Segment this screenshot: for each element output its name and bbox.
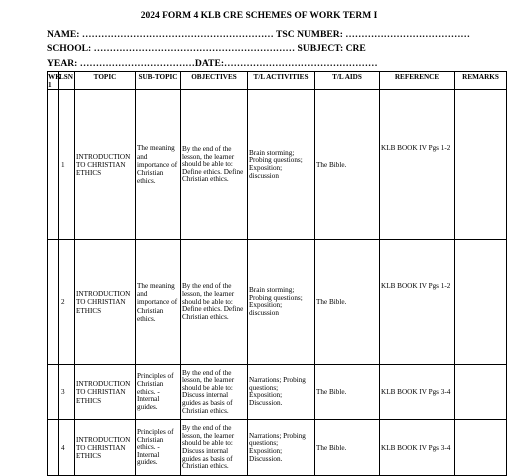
col-header-subtopic: SUB-TOPIC bbox=[136, 72, 181, 90]
cell-aids: The Bible. bbox=[315, 365, 380, 420]
col-header-wk: WK 1 bbox=[48, 73, 61, 90]
cell-remarks bbox=[455, 90, 507, 240]
school-subject-line: SCHOOL: ……………………………………………………… SUBJECT: CRE bbox=[47, 43, 366, 54]
col-header-remarks: REMARKS bbox=[455, 72, 507, 90]
cell-remarks bbox=[455, 365, 507, 420]
cell-aids: The Bible. bbox=[315, 240, 380, 365]
cell-remarks bbox=[455, 240, 507, 365]
cell-topic: INTRODUCTION TO CHRISTIAN ETHICS bbox=[75, 420, 136, 476]
cell-wk bbox=[48, 420, 59, 476]
col-header-activities: T/L ACTIVITIES bbox=[248, 72, 315, 90]
cell-objectives: By the end of the lesson, the learner should be able to: Define ethics. Define Christian ethics. bbox=[181, 240, 248, 365]
cell-reference: KLB BOOK IV Pgs 3-4 bbox=[380, 365, 455, 420]
col-header-reference: REFERENCE bbox=[380, 72, 455, 90]
cell-activities: Brain storming; Probing questions; Exposition; discussion bbox=[248, 90, 315, 240]
cell-aids: The Bible. bbox=[315, 90, 380, 240]
table-row bbox=[48, 90, 507, 240]
table-row bbox=[48, 365, 507, 420]
cell-activities: Brain storming; Probing questions; Exposition; discussion bbox=[248, 240, 315, 365]
cell-subtopic: The meaning and importance of Christian ethics. bbox=[136, 90, 181, 240]
cell-lsn: 3 bbox=[59, 365, 75, 420]
cell-topic: INTRODUCTION TO CHRISTIAN ETHICS bbox=[75, 90, 136, 240]
cell-objectives: By the end of the lesson, the learner should be able to: Discuss internal guides as basis of Christian ethics. bbox=[181, 365, 248, 420]
table-header-row bbox=[48, 72, 507, 90]
document-title: 2024 FORM 4 KLB CRE SCHEMES OF WORK TERM I bbox=[140, 11, 378, 21]
cell-objectives: By the end of the lesson, the learner should be able to: Discuss internal guides as basis of Christian ethics. bbox=[181, 420, 248, 476]
col-header-topic: TOPIC bbox=[75, 72, 136, 90]
cell-subtopic: The meaning and importance of Christian ethics. bbox=[136, 240, 181, 365]
cell-wk bbox=[48, 365, 59, 420]
col-header-lsn: LSN bbox=[59, 72, 75, 90]
cell-reference: KLB BOOK IV Pgs 1-2 bbox=[380, 90, 455, 240]
cell-activities: Narrations; Probing questions; Exposition; Discussion. bbox=[248, 420, 315, 476]
col-header-aids: T/L AIDS bbox=[315, 72, 380, 90]
cell-remarks bbox=[455, 420, 507, 476]
cell-lsn: 2 bbox=[59, 240, 75, 365]
cell-activities: Narrations; Probing questions; Exposition; Discussion. bbox=[248, 365, 315, 420]
table-row bbox=[48, 420, 507, 476]
cell-subtopic: Principles of Christian ethics. -Internal guides. bbox=[136, 365, 181, 420]
cell-lsn: 4 bbox=[59, 420, 75, 476]
cell-aids: The Bible. bbox=[315, 420, 380, 476]
col-header-objectives: OBJECTIVES bbox=[181, 72, 248, 90]
cell-subtopic: Principles of Christian ethics. -Internal guides. bbox=[136, 420, 181, 476]
cell-reference: KLB BOOK IV Pgs 3-4 bbox=[380, 420, 455, 476]
cell-wk bbox=[48, 240, 59, 365]
cell-reference: KLB BOOK IV Pgs 1-2 bbox=[380, 240, 455, 365]
cell-topic: INTRODUCTION TO CHRISTIAN ETHICS bbox=[75, 365, 136, 420]
table-row bbox=[48, 240, 507, 365]
cell-wk bbox=[48, 90, 59, 240]
cell-lsn: 1 bbox=[59, 90, 75, 240]
year-date-line: YEAR: ………………………………DATE:………………………………………… bbox=[47, 58, 378, 69]
name-tsc-line: NAME: …………………………………………………… TSC NUMBER: ………………………………… bbox=[47, 29, 471, 40]
cell-objectives: By the end of the lesson, the learner should be able to: Define ethics. Define Christian ethics. bbox=[181, 90, 248, 240]
scheme-of-work-table bbox=[47, 71, 507, 476]
cell-topic: INTRODUCTION TO CHRISTIAN ETHICS bbox=[75, 240, 136, 365]
